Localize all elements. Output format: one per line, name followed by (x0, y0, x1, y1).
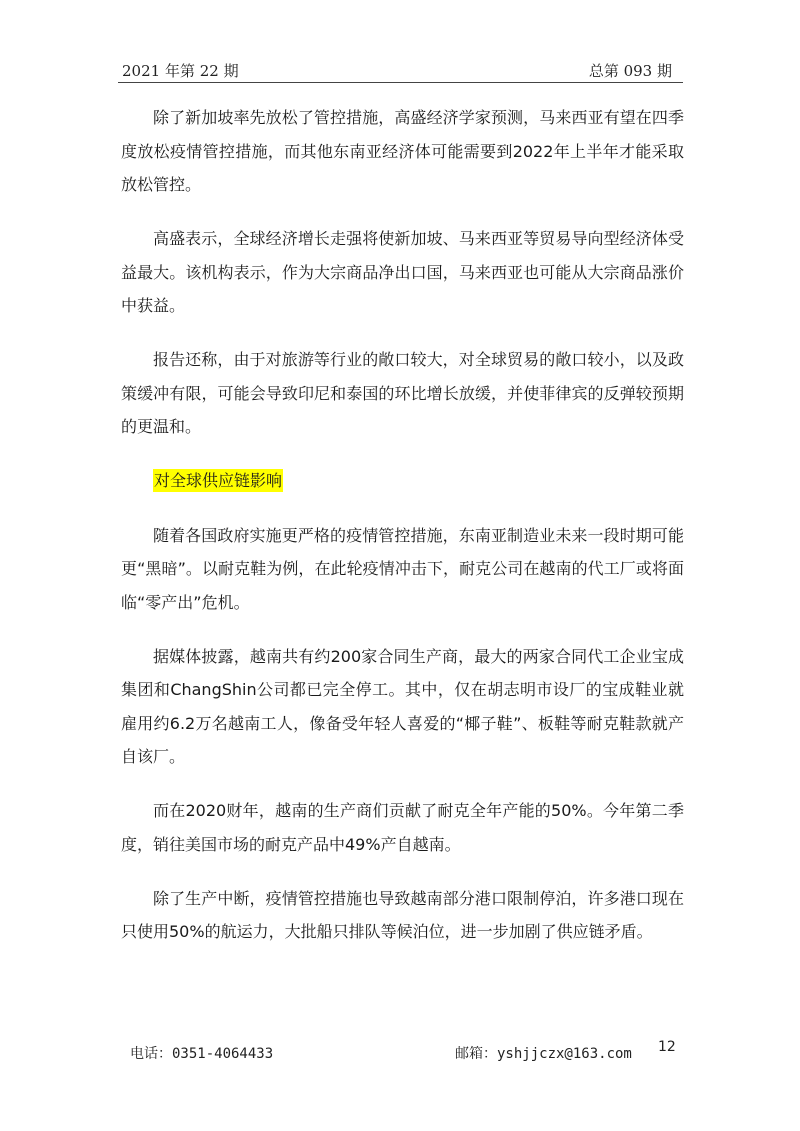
section-heading-wrapper (121, 464, 684, 498)
article-body (121, 101, 684, 969)
section-heading: 对全球供应链影响 (154, 471, 283, 490)
paragraph: 而在2020财年，越南的生产商们贡献了耐克全年产能的50%。今年第二季度，销往美国市场的耐克产品中49%产自越南。 (121, 801, 684, 854)
issue-label: 2021 年第 22 期 (122, 62, 239, 80)
total-issue-label: 总第 093 期 (588, 62, 672, 80)
header-divider (118, 82, 683, 83)
footer-email: 邮箱：yshjjczx@163.com (455, 1046, 632, 1062)
paragraph: 随着各国政府实施更严格的疫情管控措施，东南亚制造业未来一段时期可能更“黑暗”。以耐克鞋为例，在此轮疫情冲击下，耐克公司在越南的代工厂或将面临“零产出”危机。 (121, 525, 684, 612)
page-number: 12 (658, 1039, 676, 1055)
page-header (120, 60, 680, 82)
paragraph: 除了新加坡率先放松了管控措施，高盛经济学家预测，马来西亚有望在四季度放松疫情管控措施，而其他东南亚经济体可能需要到2022年上半年才能采取放松管控。 (121, 108, 684, 194)
paragraph: 除了生产中断，疫情管控措施也导致越南部分港口限制停泊，许多港口现在只使用50%的航运力，大批船只排队等候泊位，进一步加剧了供应链矛盾。 (121, 888, 684, 941)
footer-phone: 电话：0351-4064433 (130, 1046, 274, 1062)
page-footer (0, 1039, 800, 1067)
paragraph: 据媒体披露，越南共有约200家合同生产商，最大的两家合同代工企业宝成集团和ChangShin公司都已完全停工。其中，仅在胡志明市设厂的宝成鞋业就雇用约6.2万名越南工人，像备受年轻人喜爱的“椰子鞋”、板鞋等耐克鞋款就产自该厂。 (121, 646, 684, 766)
paragraph: 高盛表示，全球经济增长走强将使新加坡、马来西亚等贸易导向型经济体受益最大。该机构表示，作为大宗商品净出口国，马来西亚也可能从大宗商品涨价中获益。 (121, 229, 684, 315)
paragraph: 报告还称，由于对旅游等行业的敞口较大，对全球贸易的敞口较小，以及政策缓冲有限，可能会导致印尼和泰国的环比增长放缓，并使菲律宾的反弹较预期的更温和。 (121, 350, 684, 436)
